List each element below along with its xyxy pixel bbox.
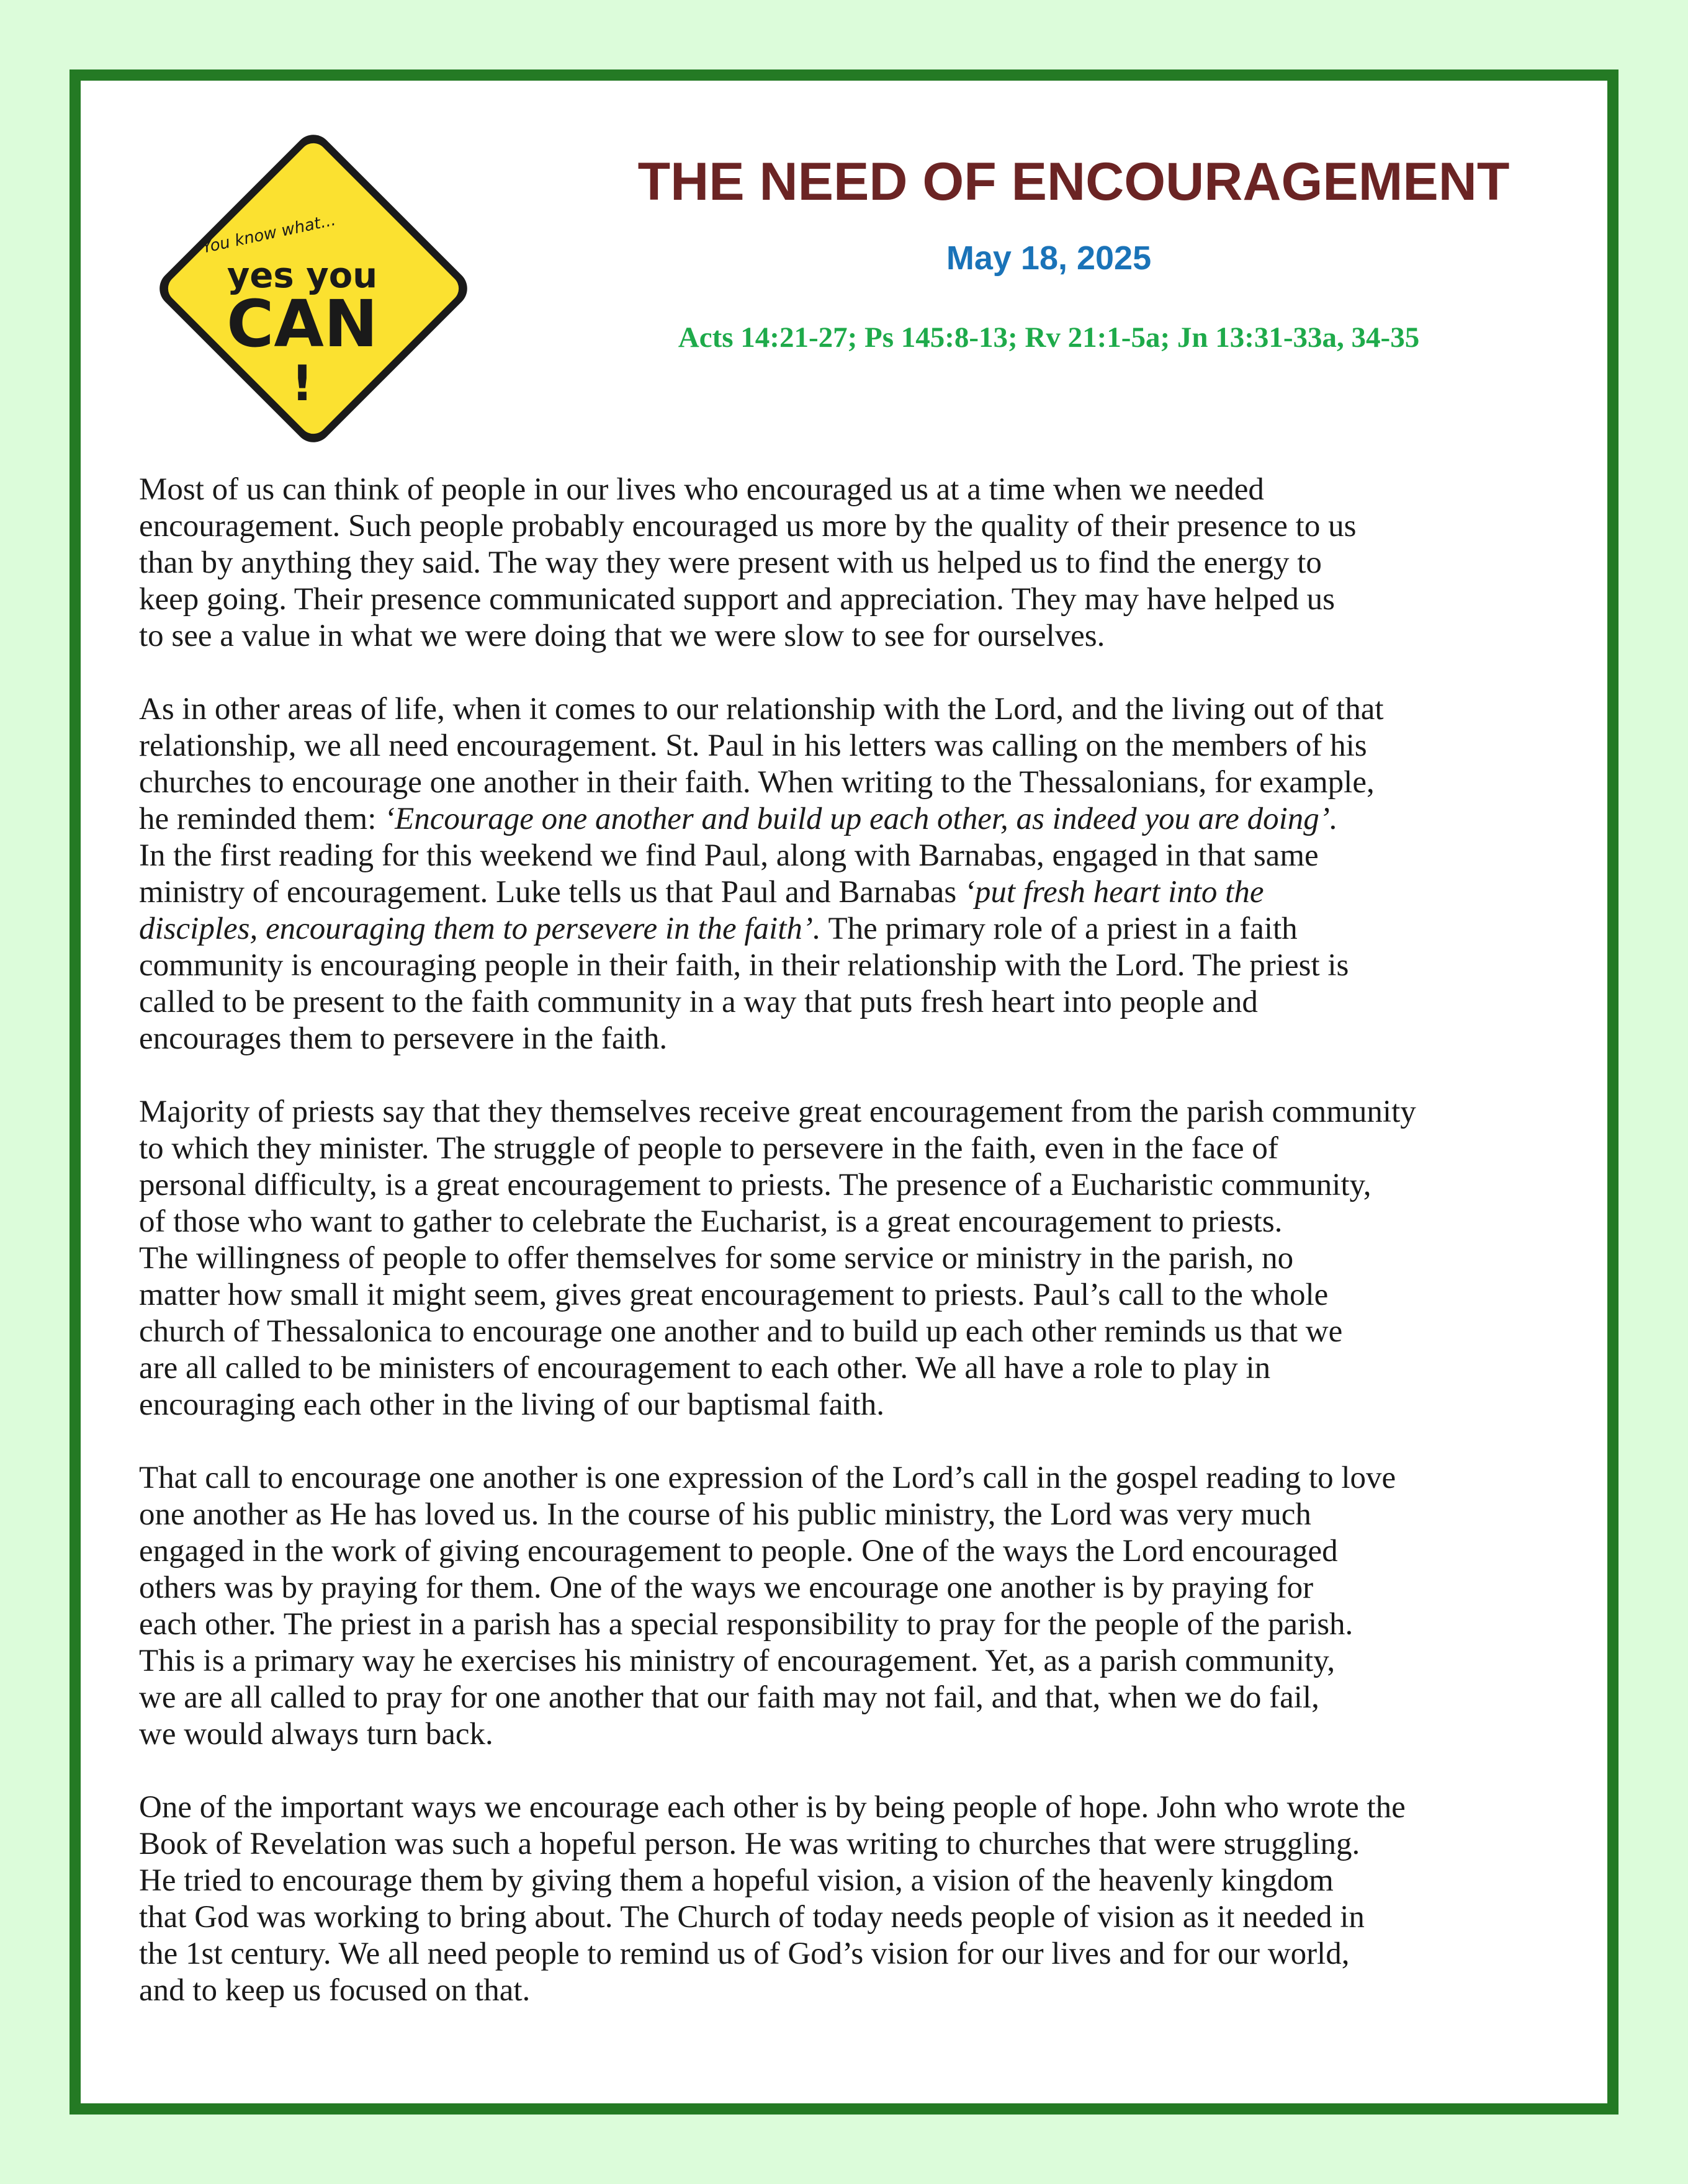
text-line: encouraging each other in the living of our baptismal faith. bbox=[139, 1387, 884, 1422]
text-line: than by anything they said. The way they were present with us helped us to find the energy to bbox=[139, 545, 1322, 580]
paragraph-4 bbox=[139, 1460, 1573, 1753]
text-line: and to keep us focused on that. bbox=[139, 1973, 531, 2008]
paragraph-3 bbox=[139, 1094, 1573, 1423]
text-line: encouragement. Such people probably encouraged us more by the quality of their presence to us bbox=[139, 509, 1357, 544]
text-line: others was by praying for them. One of the ways we encourage one another is by praying for bbox=[139, 1570, 1314, 1605]
text-line: Majority of priests say that they themselves receive great encouragement from the parish community bbox=[139, 1094, 1416, 1129]
text-line: the 1st century. We all need people to remind us of God’s vision for our lives and for our world, bbox=[139, 1936, 1350, 1971]
text-line: As in other areas of life, when it comes to our relationship with the Lord, and the living out of that bbox=[139, 692, 1384, 727]
homily-date: May 18, 2025 bbox=[946, 239, 1152, 277]
text-line: matter how small it might seem, gives great encouragement to priests. Paul’s call to the whole bbox=[139, 1278, 1329, 1312]
text-segment: The primary role of a priest in a faith bbox=[820, 911, 1298, 946]
paragraph-5 bbox=[139, 1789, 1573, 2009]
text-line: encourages them to persevere in the faith. bbox=[139, 1021, 668, 1056]
text-line: He tried to encourage them by giving them a hopeful vision, a vision of the heavenly kingdom bbox=[139, 1863, 1334, 1898]
text-line: personal difficulty, is a great encouragement to priests. The presence of a Eucharistic community, bbox=[139, 1168, 1372, 1202]
text-line: The willingness of people to offer themselves for some service or ministry in the parish, no bbox=[139, 1241, 1294, 1276]
text-line: church of Thessalonica to encourage one another and to build up each other reminds us that we bbox=[139, 1314, 1343, 1349]
text-line: to which they minister. The struggle of people to persevere in the faith, even in the face of bbox=[139, 1131, 1278, 1166]
text-line: called to be present to the faith community in a way that puts fresh heart into people and bbox=[139, 985, 1258, 1019]
text-line bbox=[139, 801, 1573, 838]
text-line bbox=[139, 874, 1573, 911]
text-line: relationship, we all need encouragement. St. Paul in his letters was calling on the members of his bbox=[139, 728, 1367, 763]
text-line: to see a value in what we were doing that we were slow to see for ourselves. bbox=[139, 619, 1105, 653]
yes-you-can-sign bbox=[140, 115, 487, 462]
text-line: Book of Revelation was such a hopeful person. He was writing to churches that were struggling. bbox=[139, 1827, 1360, 1861]
text-line: One of the important ways we encourage each other is by being people of hope. John who wrote the bbox=[139, 1790, 1406, 1825]
text-line: we are all called to pray for one another that our faith may not fail, and that, when we do fail, bbox=[139, 1680, 1319, 1715]
text-line: Most of us can think of people in our lives who encouraged us at a time when we needed bbox=[139, 472, 1264, 507]
text-line: of those who want to gather to celebrate the Eucharist, is a great encouragement to priests. bbox=[139, 1204, 1283, 1239]
sign-line1: yes you bbox=[227, 256, 378, 296]
text-line: that God was working to bring about. The Church of today needs people of vision as it needed in bbox=[139, 1900, 1365, 1935]
sign-top-text: You know what... bbox=[200, 210, 338, 257]
scripture-quote: ‘Encourage one another and build up each other, as indeed you are doing’. bbox=[384, 802, 1338, 836]
text-line: community is encouraging people in their faith, in their relationship with the Lord. The priest is bbox=[139, 948, 1349, 983]
sign-line2: CAN bbox=[227, 286, 378, 362]
text-line: are all called to be ministers of encouragement to each other. We all have a role to play in bbox=[139, 1351, 1271, 1385]
text-line: one another as He has loved us. In the course of his public ministry, the Lord was very much bbox=[139, 1497, 1311, 1532]
text-line: each other. The priest in a parish has a special responsibility to pray for the people of the parish. bbox=[139, 1607, 1354, 1642]
text-line: churches to encourage one another in their faith. When writing to the Thessalonians, for example, bbox=[139, 765, 1375, 800]
text-line: In the first reading for this weekend we find Paul, along with Barnabas, engaged in that same bbox=[139, 838, 1319, 873]
homily-body bbox=[139, 472, 1573, 2046]
text-line: we would always turn back. bbox=[139, 1717, 493, 1752]
scripture-quote: ‘put fresh heart into the bbox=[964, 875, 1264, 910]
text-line: This is a primary way he exercises his ministry of encouragement. Yet, as a parish community, bbox=[139, 1644, 1336, 1678]
text-line: keep going. Their presence communicated support and appreciation. They may have helped us bbox=[139, 582, 1335, 617]
text-segment: ministry of encouragement. Luke tells us that Paul and Barnabas bbox=[139, 875, 964, 910]
page-frame bbox=[70, 69, 1618, 2115]
paragraph-1 bbox=[139, 472, 1573, 655]
scripture-readings: Acts 14:21-27; Ps 145:8-13; Rv 21:1-5a; Jn 13:31-33a, 34-35 bbox=[678, 321, 1420, 354]
paragraph-2 bbox=[139, 691, 1573, 1057]
scripture-quote: disciples, encouraging them to persevere in the faith’. bbox=[139, 911, 821, 946]
page-title: THE NEED OF ENCOURAGEMENT bbox=[637, 152, 1510, 212]
text-line: That call to encourage one another is one expression of the Lord’s call in the gospel reading to love bbox=[139, 1461, 1396, 1495]
text-line: engaged in the work of giving encouragement to people. One of the ways the Lord encouraged bbox=[139, 1534, 1338, 1569]
sign-line3: ! bbox=[291, 356, 313, 412]
text-segment: he reminded them: bbox=[139, 802, 385, 836]
text-line bbox=[139, 911, 1573, 947]
